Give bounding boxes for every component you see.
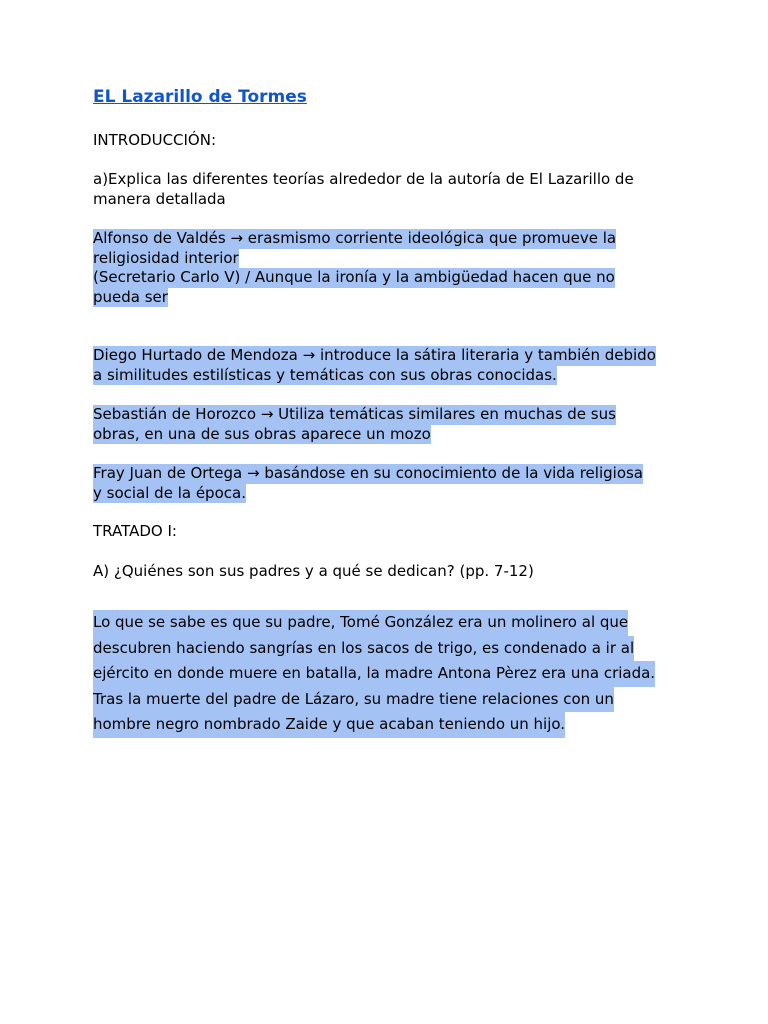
answer-tratado-line-2: descubren haciendo sangrías en los sacos de trigo, es condenado a ir al bbox=[93, 636, 634, 662]
answer-horozco-line-1: Sebastián de Horozco → Utiliza temáticas similares en muchas de sus bbox=[93, 405, 616, 423]
answer-mendoza-line-2: a similitudes estilísticas y temáticas con sus obras conocidas. bbox=[93, 365, 557, 384]
answer-tratado-line-3: ejército en donde muere en batalla, la madre Antona Pèrez era una criada. bbox=[93, 661, 655, 687]
tratado-heading bbox=[93, 522, 177, 542]
answer-valdes-line-4: pueda ser bbox=[93, 287, 168, 306]
answer-tratado-line-4: Tras la muerte del padre de Lázaro, su madre tiene relaciones con un bbox=[93, 687, 614, 713]
document-title[interactable]: EL Lazarillo de Tormes bbox=[93, 87, 307, 107]
question-tratado bbox=[93, 562, 534, 582]
intro-heading-text: INTRODUCCIÓN: bbox=[93, 131, 217, 149]
answer-tratado-line-5: hombre negro nombrado Zaide y que acaban teniendo un hijo. bbox=[93, 712, 565, 738]
answer-tratado-line-1: Lo que se sabe es que su padre, Tomé González era un molinero al que bbox=[93, 610, 628, 636]
answer-ortega bbox=[93, 464, 643, 503]
answer-ortega-line-1: Fray Juan de Ortega → basándose en su conocimiento de la vida religiosa bbox=[93, 464, 643, 482]
question-a-line-1: a)Explica las diferentes teorías alrededor de la autoría de El Lazarillo de bbox=[93, 170, 634, 188]
tratado-heading-text: TRATADO I: bbox=[93, 522, 177, 540]
question-a bbox=[93, 170, 634, 209]
answer-valdes-line-1: Alfonso de Valdés → erasmismo corriente ideológica que promueve la bbox=[93, 229, 617, 247]
intro-heading bbox=[93, 131, 216, 151]
answer-horozco-line-2: obras, en una de sus obras aparece un mozo bbox=[93, 424, 431, 443]
answer-valdes-line-2: religiosidad interior bbox=[93, 248, 239, 267]
answer-mendoza-line-1: Diego Hurtado de Mendoza → introduce la sátira literaria y también debido bbox=[93, 346, 656, 364]
answer-valdes-line-3: (Secretario Carlo V) / Aunque la ironía y la ambigüedad hacen que no bbox=[93, 268, 615, 287]
answer-mendoza bbox=[93, 346, 656, 385]
question-tratado-text: A) ¿Quiénes son sus padres y a qué se dedican? (pp. 7-12) bbox=[93, 562, 534, 580]
answer-valdes bbox=[93, 229, 616, 307]
answer-horozco bbox=[93, 405, 616, 444]
answer-tratado bbox=[93, 610, 655, 738]
answer-ortega-line-2: y social de la época. bbox=[93, 483, 246, 502]
question-a-line-2: manera detallada bbox=[93, 189, 226, 208]
